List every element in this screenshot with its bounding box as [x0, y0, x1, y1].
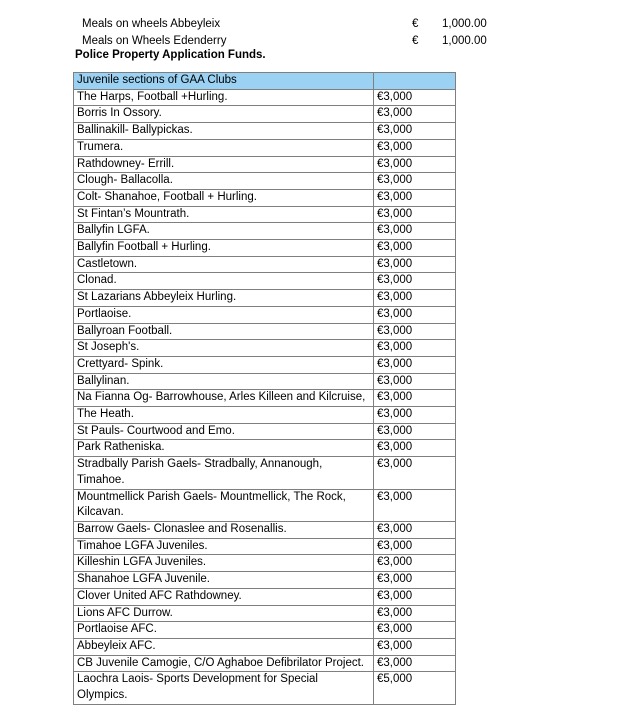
club-name: Killeshin LGFA Juveniles. [74, 555, 374, 572]
top-item-amount: 1,000.00 [442, 35, 487, 47]
grant-amount: €3,000 [374, 572, 456, 589]
club-name: St Lazarians Abbeyleix Hurling. [74, 290, 374, 307]
grant-amount: €3,000 [374, 89, 456, 106]
table-row [74, 290, 456, 307]
table-row [74, 457, 456, 489]
grant-amount: €3,000 [374, 373, 456, 390]
club-name: Rathdowney- Errill. [74, 156, 374, 173]
table-row [74, 223, 456, 240]
club-name: Crettyard- Spink. [74, 356, 374, 373]
club-name: Ballylinan. [74, 373, 374, 390]
table-row [74, 605, 456, 622]
club-name: Ballinakill- Ballypickas. [74, 123, 374, 140]
top-item [82, 16, 522, 32]
grant-amount: €3,000 [374, 655, 456, 672]
club-name: Stradbally Parish Gaels- Stradbally, Annanough, Timahoe. [74, 457, 374, 489]
grant-amount: €3,000 [374, 156, 456, 173]
grant-amount: €3,000 [374, 340, 456, 357]
club-name: The Harps, Football +Hurling. [74, 89, 374, 106]
club-name: Park Ratheniska. [74, 440, 374, 457]
grant-amount: €3,000 [374, 189, 456, 206]
table-row [74, 206, 456, 223]
club-name: Clough- Ballacolla. [74, 173, 374, 190]
grant-amount: €3,000 [374, 356, 456, 373]
club-name: Laochra Laois- Sports Development for Special Olympics. [74, 672, 374, 704]
table-row [74, 672, 456, 704]
grant-amount: €3,000 [374, 256, 456, 273]
grant-amount: €3,000 [374, 306, 456, 323]
grant-amount: €3,000 [374, 407, 456, 424]
top-item-label: Meals on wheels Abbeyleix [82, 18, 221, 30]
table-row [74, 273, 456, 290]
club-name: Mountmellick Parish Gaels- Mountmellick, The Rock, Kilcavan. [74, 489, 374, 521]
grant-amount: €3,000 [374, 440, 456, 457]
club-name: St Joseph's. [74, 340, 374, 357]
table-row [74, 538, 456, 555]
club-name: Colt- Shanahoe, Football + Hurling. [74, 189, 374, 206]
grant-amount: €3,000 [374, 273, 456, 290]
table-header-empty [374, 73, 456, 90]
grant-amount: €3,000 [374, 390, 456, 407]
grant-amount: €3,000 [374, 323, 456, 340]
table-row [74, 572, 456, 589]
club-name: Trumera. [74, 139, 374, 156]
table-row [74, 173, 456, 190]
table-header: Juvenile sections of GAA Clubs [74, 73, 374, 90]
top-item [82, 33, 522, 49]
table-row [74, 240, 456, 257]
club-name: Ballyfin LGFA. [74, 223, 374, 240]
grant-amount: €3,000 [374, 423, 456, 440]
grant-amount: €3,000 [374, 240, 456, 257]
club-name: Abbeyleix AFC. [74, 638, 374, 655]
table-row [74, 323, 456, 340]
grant-amount: €3,000 [374, 555, 456, 572]
club-name: Na Fianna Og- Barrowhouse, Arles Killeen and Kilcruise, [74, 390, 374, 407]
club-name: Ballyfin Football + Hurling. [74, 240, 374, 257]
club-name: Ballyroan Football. [74, 323, 374, 340]
table-row [74, 390, 456, 407]
club-name: Lions AFC Durrow. [74, 605, 374, 622]
grant-amount: €3,000 [374, 638, 456, 655]
euro-sign: € [412, 35, 419, 47]
table-row [74, 340, 456, 357]
club-name: Timahoe LGFA Juveniles. [74, 538, 374, 555]
table-row [74, 588, 456, 605]
club-name: Clonad. [74, 273, 374, 290]
table-row [74, 423, 456, 440]
grant-amount: €3,000 [374, 139, 456, 156]
table-row [74, 306, 456, 323]
table-row [74, 156, 456, 173]
table-row [74, 638, 456, 655]
table-row [74, 555, 456, 572]
table-row [74, 489, 456, 521]
table-row [74, 521, 456, 538]
club-name: Barrow Gaels- Clonaslee and Rosenallis. [74, 521, 374, 538]
table-row [74, 655, 456, 672]
grants-table [73, 72, 456, 705]
club-name: Shanahoe LGFA Juvenile. [74, 572, 374, 589]
table-row [74, 356, 456, 373]
club-name: Clover United AFC Rathdowney. [74, 588, 374, 605]
table-row [74, 139, 456, 156]
grant-amount: €3,000 [374, 223, 456, 240]
grant-amount: €3,000 [374, 290, 456, 307]
table-header-row [74, 73, 456, 90]
grant-amount: €3,000 [374, 123, 456, 140]
section-heading: Police Property Application Funds. [75, 49, 266, 61]
grant-amount: €3,000 [374, 538, 456, 555]
grant-amount: €3,000 [374, 521, 456, 538]
club-name: Castletown. [74, 256, 374, 273]
table-row [74, 106, 456, 123]
table-row [74, 89, 456, 106]
table-row [74, 407, 456, 424]
club-name: St Fintan’s Mountrath. [74, 206, 374, 223]
euro-sign: € [412, 18, 419, 30]
grant-amount: €3,000 [374, 106, 456, 123]
club-name: Portlaoise. [74, 306, 374, 323]
grant-amount: €3,000 [374, 206, 456, 223]
grant-amount: €3,000 [374, 489, 456, 521]
grant-amount: €3,000 [374, 588, 456, 605]
table-row [74, 123, 456, 140]
club-name: Portlaoise AFC. [74, 622, 374, 639]
grant-amount: €5,000 [374, 672, 456, 704]
table-row [74, 622, 456, 639]
table-row [74, 256, 456, 273]
top-item-label: Meals on Wheels Edenderry [82, 35, 227, 47]
table-row [74, 189, 456, 206]
club-name: St Pauls- Courtwood and Emo. [74, 423, 374, 440]
grant-amount: €3,000 [374, 622, 456, 639]
grant-amount: €3,000 [374, 605, 456, 622]
grant-amount: €3,000 [374, 173, 456, 190]
table-row [74, 373, 456, 390]
club-name: The Heath. [74, 407, 374, 424]
club-name: CB Juvenile Camogie, C/O Aghaboe Defibrilator Project. [74, 655, 374, 672]
club-name: Borris In Ossory. [74, 106, 374, 123]
top-item-amount: 1,000.00 [442, 18, 487, 30]
table-row [74, 440, 456, 457]
grant-amount: €3,000 [374, 457, 456, 489]
